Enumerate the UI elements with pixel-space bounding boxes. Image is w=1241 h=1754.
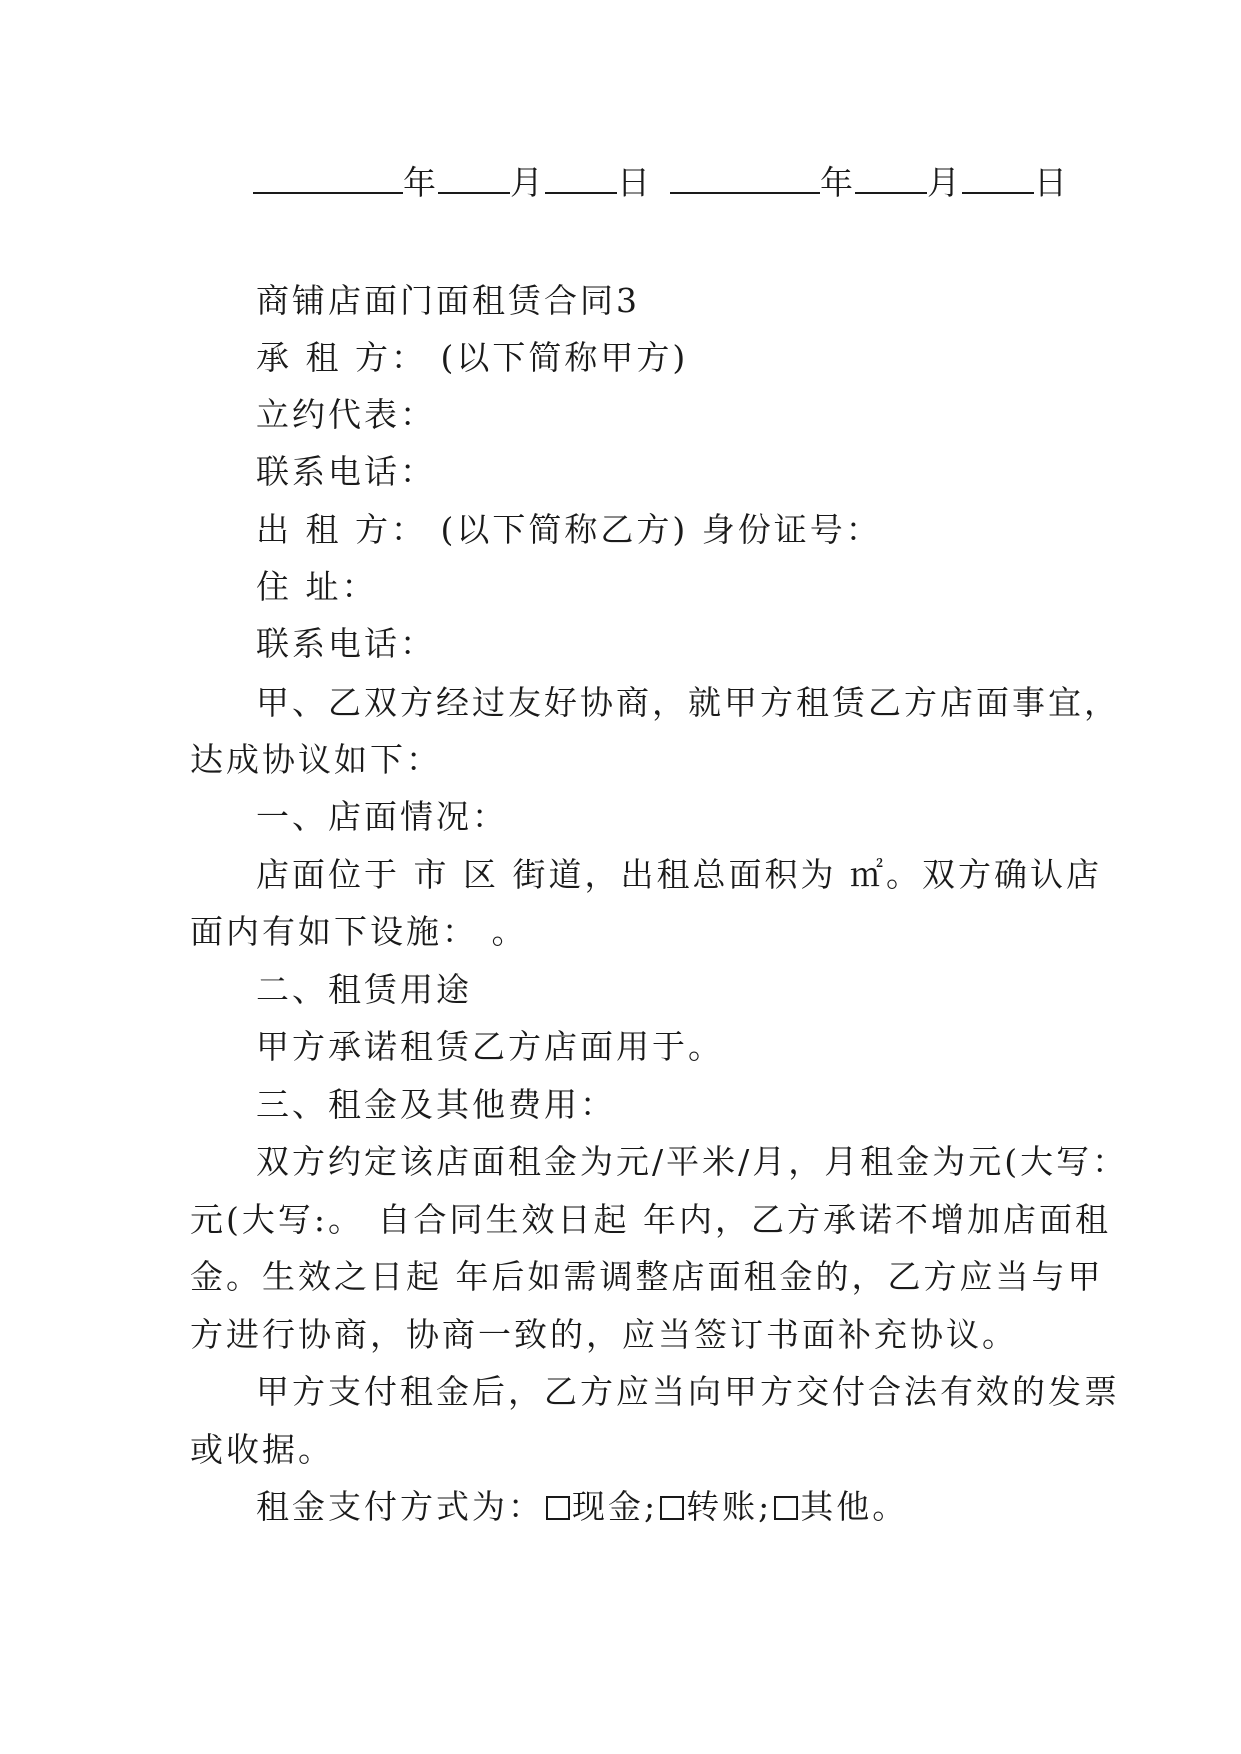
contract-title: 商铺店面门面租赁合同3 [256,281,640,320]
section3-para1-line-4: 方进行协商，协商一致的，应当签订书面补充协议。 [190,1315,1018,1354]
day-label-1: 日 [617,163,652,202]
year-blank-1 [253,166,403,194]
payment-method-line [256,1487,908,1527]
intro-line-1: 甲、乙双方经过友好协商，就甲方租赁乙方店面事宜， [256,683,1120,722]
section3-para1-line-3: 金。生效之日起 年后如需调整店面租金的，乙方应当与甲 [190,1257,1104,1296]
other-option-label: 其他。 [800,1487,909,1526]
section1-heading: 一、店面情况： [256,797,508,836]
day-label-2: 日 [1034,163,1069,202]
section1-line-1: 店面位于 市 区 街道，出租总面积为 ㎡。双方确认店 [256,855,1102,894]
lessor-line: 出 租 方： (以下简称乙方) 身份证号： [256,510,882,549]
intro-line-2: 达成协议如下： [190,740,442,779]
section3-para1-line-2: 元(大写:。 自合同生效日起 年内，乙方承诺不增加店面租 [190,1200,1111,1239]
year-label-1: 年 [403,163,438,202]
day-blank-2 [962,166,1034,194]
month-blank-2 [855,166,927,194]
month-label-2: 月 [927,163,962,202]
signature-date-row [253,163,1069,203]
cash-checkbox [546,1496,570,1520]
transfer-option-label: 转账; [686,1487,773,1526]
other-checkbox [774,1496,798,1520]
month-blank-1 [438,166,510,194]
lessee-line: 承 租 方： (以下简称甲方) [256,338,689,377]
section3-para2-line-1: 甲方支付租金后，乙方应当向甲方交付合法有效的发票 [256,1372,1120,1411]
payment-method-label: 租金支付方式为： [256,1487,544,1526]
section2-heading: 二、租赁用途 [256,970,472,1009]
transfer-checkbox [660,1496,684,1520]
address-line: 住 址： [256,567,378,606]
month-label-1: 月 [510,163,545,202]
section3-para1-line-1: 双方约定该店面租金为元/平米/月，月租金为元(大写： [256,1142,1129,1181]
section1-line-2: 面内有如下设施： 。 [190,912,528,951]
representative-line: 立约代表： [256,395,436,434]
lessee-phone-line: 联系电话： [256,452,436,491]
year-blank-2 [670,166,820,194]
section2-line-1: 甲方承诺租赁乙方店面用于。 [256,1027,724,1066]
section3-heading: 三、租金及其他费用： [256,1085,616,1124]
cash-option-label: 现金; [572,1487,659,1526]
lessor-phone-line: 联系电话： [256,624,436,663]
day-blank-1 [545,166,617,194]
year-label-2: 年 [820,163,855,202]
section3-para2-line-2: 或收据。 [190,1430,334,1469]
